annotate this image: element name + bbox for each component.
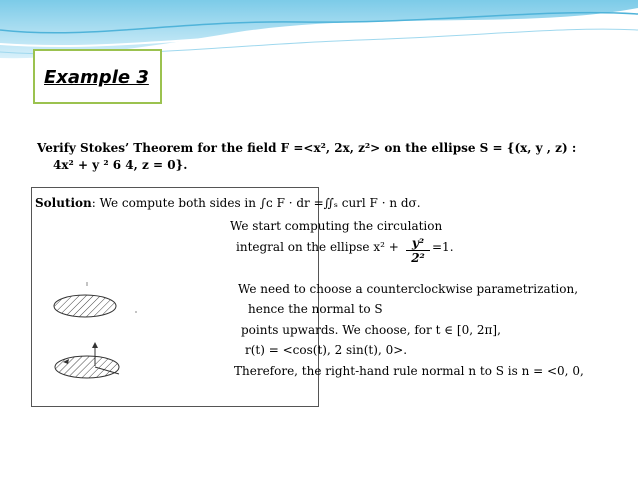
param-line-1: We need to choose a counterclockwise parametrization, — [238, 282, 579, 296]
param-line-2: hence the normal to S — [248, 302, 383, 316]
upper-ellipse-figure — [54, 282, 137, 317]
param-line-4: r(t) = <cos(t), 2 sin(t), 0>. — [245, 343, 408, 357]
problem-line-2: 4x² + y ² 6 4, z = 0}. — [53, 158, 188, 172]
ellipse-diagram — [45, 280, 145, 390]
slide-title: Example 3 — [44, 67, 149, 88]
fraction-denominator: 2² — [406, 250, 430, 265]
ellipse-fraction — [406, 236, 430, 265]
circulation-line-1: We start computing the circulation — [230, 219, 443, 233]
solution-line — [35, 196, 421, 210]
solution-text: : We compute both sides in ∫ᴄ F · dr =∬ₛ curl F · n dσ. — [91, 196, 421, 210]
fraction-numerator: y² — [411, 236, 425, 250]
solution-label: Solution — [35, 196, 92, 210]
problem-line-1: Verify Stokes’ Theorem for the field F =<x², 2x, z²> on the ellipse S = {(x, y , z) : — [37, 141, 577, 155]
problem-statement — [37, 140, 617, 174]
param-line-3: points upwards. We choose, for t ∈ [0, 2π], — [241, 323, 501, 337]
lower-ellipse-figure — [55, 342, 119, 378]
param-line-5: Therefore, the right-hand rule normal n to S is n = <0, 0, — [234, 364, 584, 378]
circulation-line-2: integral on the ellipse x² + — [236, 240, 399, 254]
title-box — [33, 49, 162, 104]
fraction-tail: =1. — [432, 240, 454, 254]
